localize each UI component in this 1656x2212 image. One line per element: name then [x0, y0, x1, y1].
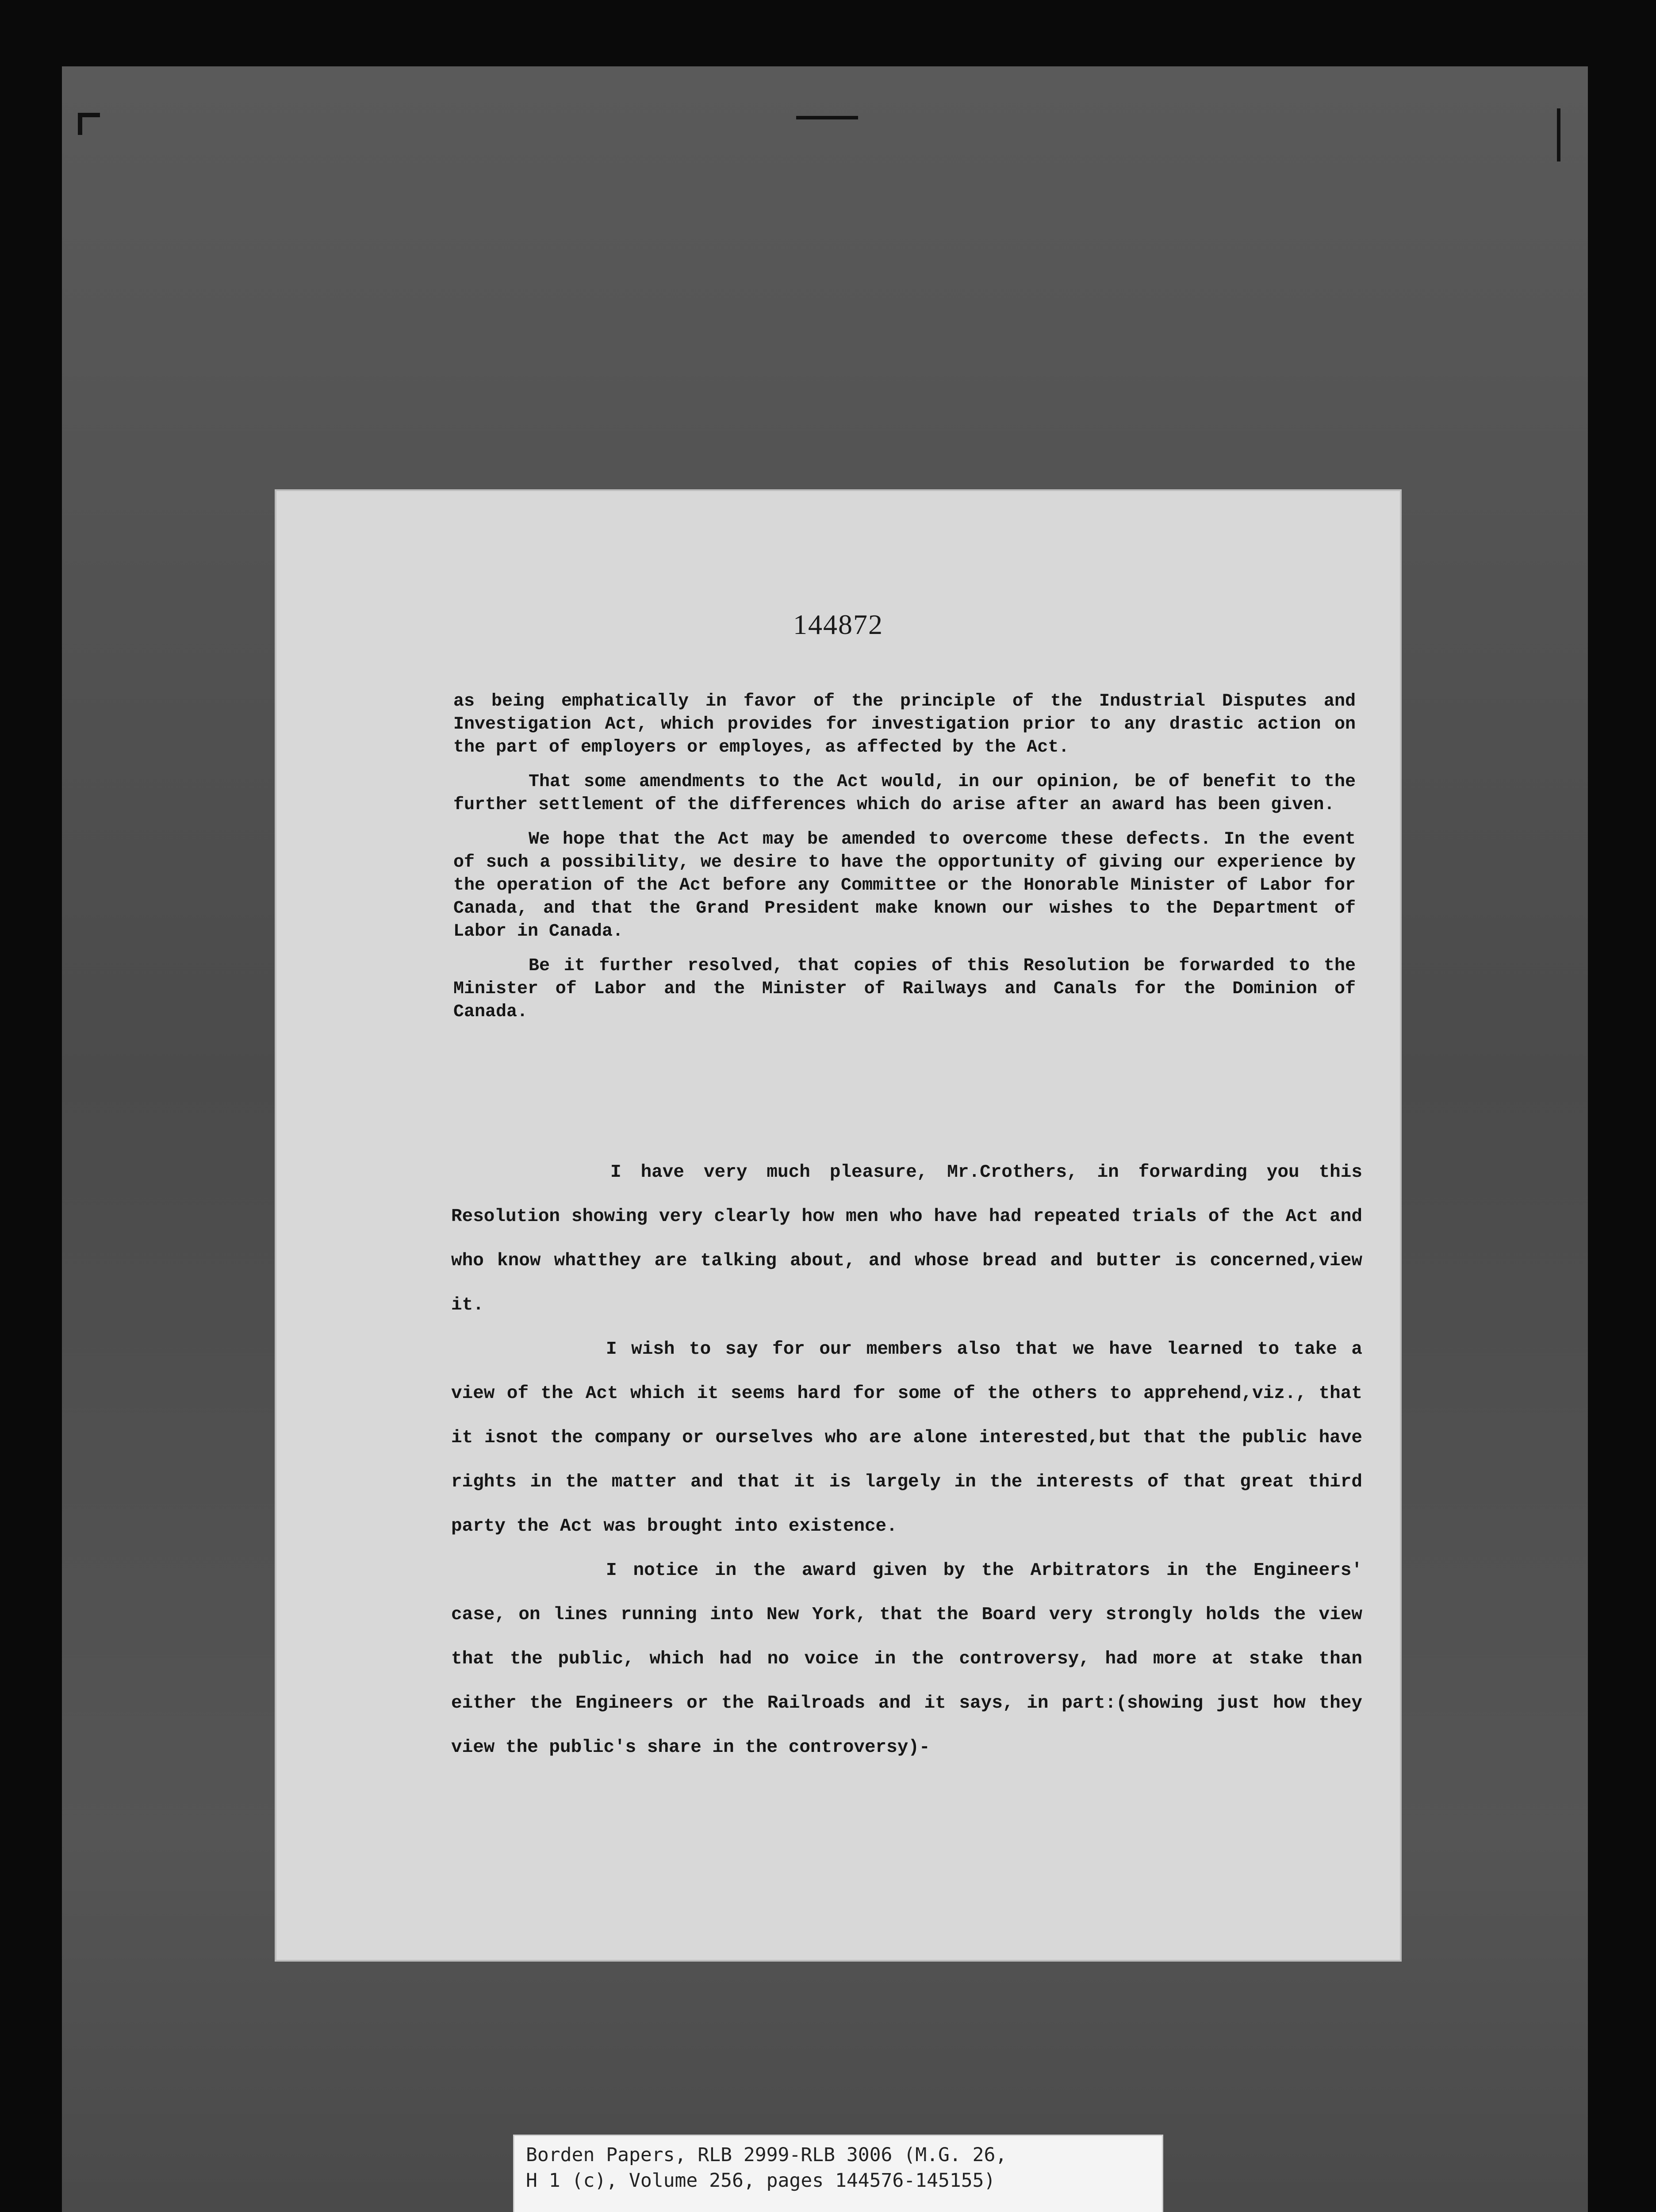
resolution-paragraph: That some amendments to the Act would, in our opinion, be of benefit to the further settlement of the differences which do arise after an award has been given.	[453, 772, 1356, 815]
resolution-paragraph: Be it further resolved, that copies of this Resolution be forwarded to the Minister of Labor and the Minister of Railways and Canals for the Dominion of Canada.	[453, 956, 1356, 1022]
citation-label	[513, 2135, 1163, 2212]
resolution-paragraph: as being emphatically in favor of the principle of the Industrial Disputes and Investigation Act, which provides for investigation prior to any drastic action on the part of employers or employes, as affected by the Act.	[453, 691, 1356, 757]
right-mark	[1557, 108, 1560, 161]
resolution-text	[453, 690, 1356, 1035]
typewritten-page	[276, 491, 1400, 1960]
letter-paragraph: I notice in the award given by the Arbitrators in the Engineers' case, on lines running into New York, that the Board very strongly holds the view that the public, which had no voice in the controversy, had more at stake than either the Engineers or the Railroads and it says, in part:(showing just how they view the public's share in the controversy)-	[451, 1560, 1362, 1758]
letter-paragraph: I wish to say for our members also that we have learned to take a view of the Act which it seems hard for some of the others to apprehend,viz., that it isnot the company or ourselves who are alone interested,but that the public have rights in the matter and that it is largely in the interests of that great third party the Act was brought into existence.	[451, 1339, 1362, 1536]
center-mark	[796, 116, 858, 119]
resolution-paragraph: We hope that the Act may be amended to overcome these defects. In the event of such a possibility, we desire to have the opportunity of giving our experience by the operation of the Act before any Committee or the Honorable Minister of Labor for Canada, and that the Grand President make known our wishes to the Department of Labor in Canada.	[453, 830, 1356, 941]
citation-line: H 1 (c), Volume 256, pages 144576-145155)	[526, 2170, 996, 2192]
letter-paragraph: I have very much pleasure, Mr.Crothers, in forwarding you this Resolution showing very clearly how men who have had repeated trials of the Act and who know whatthey are talking about, and whose bread and butter is concerned,view it.	[451, 1162, 1362, 1315]
page-number: 144872	[793, 609, 883, 640]
corner-mark	[78, 113, 100, 117]
letter-text	[451, 1150, 1362, 1770]
citation-line: Borden Papers, RLB 2999-RLB 3006 (M.G. 26,	[526, 2144, 1007, 2166]
